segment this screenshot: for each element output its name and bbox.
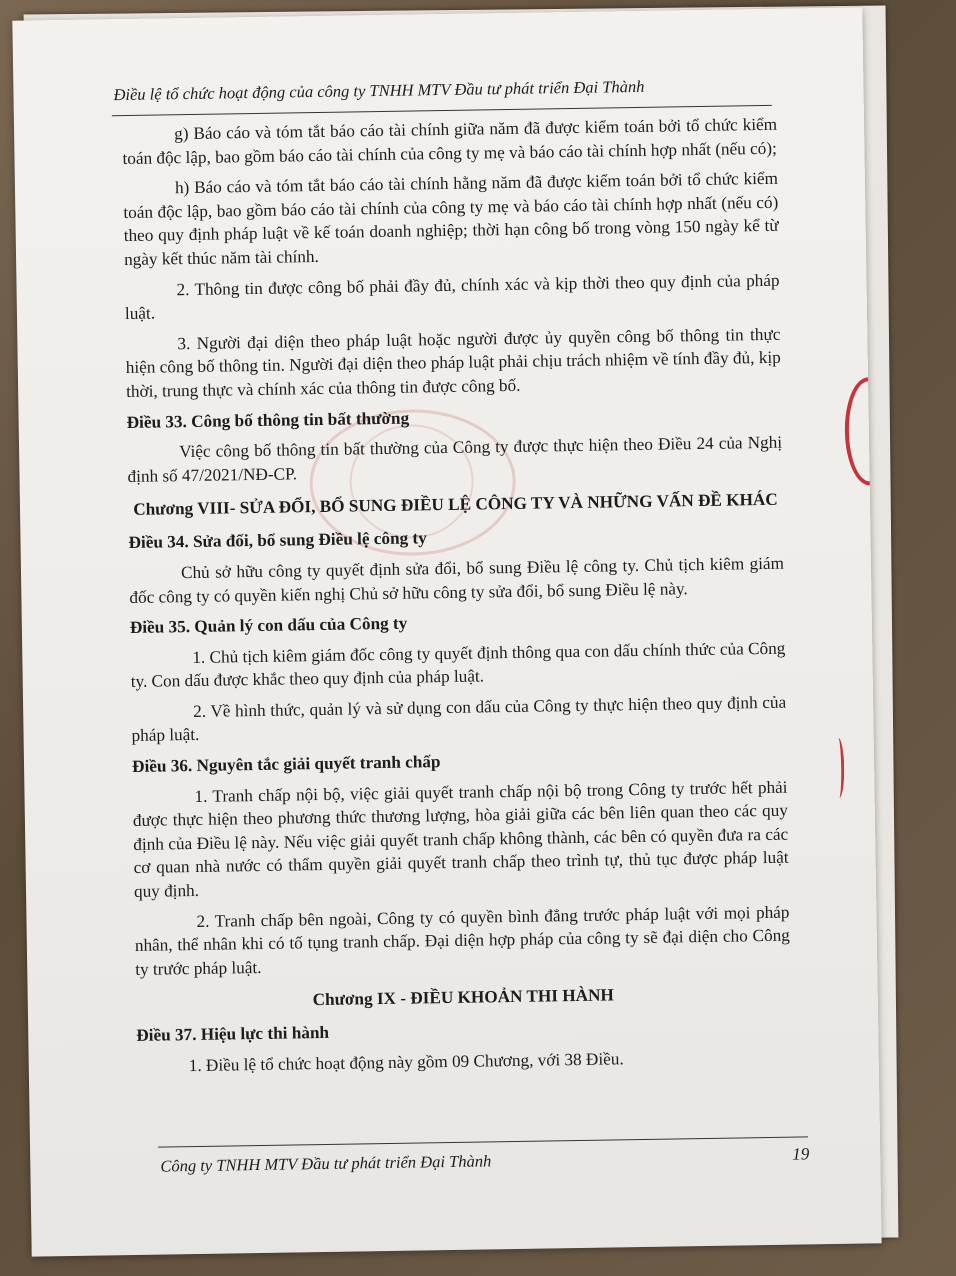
article-35-item-1: 1. Chủ tịch kiêm giám đốc công ty quyết định thông qua con dấu chính thức của Công ty. Con dấu được khắc theo quy định của pháp luật. — [130, 638, 786, 692]
article-33-text: Việc công bố thông tin bất thường của Công ty được thực hiện theo Điều 24 của Nghị định số 47/2021/NĐ-CP. — [127, 432, 783, 486]
article-34-text: Chủ sở hữu công ty quyết định sửa đổi, bổ sung Điều lệ công ty. Chủ tịch kiêm giám đốc công ty có quyền kiến nghị Chủ sở hữu công ty sửa đổi, bổ sung Điều lệ này. — [129, 553, 785, 607]
chapter-9-heading: Chương IX - ĐIỀU KHOẢN THI HÀNH — [312, 985, 615, 1010]
page-number: 19 — [792, 1144, 810, 1164]
article-36-item-1: 1. Tranh chấp nội bộ, việc giải quyết tranh chấp nội bộ trong Công ty trước hết phải được thực hiện theo phương thức thương lượng, hòa giải giữa các bên liên quan theo các quy định của Điều lệ này. Nếu việc giải quyết tranh chấp không thành, các bên có quyền đưa ra các cơ quan nhà nước có thẩm quyền giải quyết tranh chấp theo trình tự, thủ tục được pháp luật quy định. — [132, 777, 789, 901]
article-34-heading: Điều 34. Sửa đổi, bổ sung Điều lệ công ty — [128, 528, 427, 553]
article-33-heading: Điều 33. Công bố thông tin bất thường — [126, 408, 410, 432]
running-header: Điều lệ tổ chức hoạt động của công ty TNHH MTV Đầu tư phát triển Đại Thành — [113, 76, 645, 105]
article-37-item-1: 1. Điều lệ tổ chức hoạt động này gồm 09 Chương, với 38 Điều. — [188, 1049, 624, 1076]
footer-rule — [158, 1136, 808, 1147]
article-35-heading: Điều 35. Quản lý con dấu của Công ty — [129, 613, 408, 638]
red-pen-mark — [833, 738, 845, 798]
article-37-heading: Điều 37. Hiệu lực thi hành — [136, 1023, 330, 1046]
article-36-item-2: 2. Tranh chấp bên ngoài, Công ty có quyền bình đẳng trước pháp luật với mọi pháp nhân, thể nhân khi có tố tụng tranh chấp. Đại diện hợp pháp của công ty sẽ đại diện cho Công ty trước pháp luật. — [134, 902, 790, 979]
article-35-item-2: 2. Về hình thức, quản lý và sử dụng con dấu của Công ty thực hiện theo quy định của pháp luật. — [131, 692, 787, 746]
paragraph-h: h) Báo cáo và tóm tắt báo cáo tài chính hằng năm đã được kiểm toán bởi tổ chức kiểm toán độc lập, bao gồm báo cáo tài chính của công ty mẹ và báo cáo tài chính hợp nhất (nếu có) theo quy định pháp luật về kế toán doanh nghiệp; thời hạn công bố trong vòng 150 ngày kể từ ngày kết thúc năm tài chính. — [123, 168, 779, 269]
paragraph-g: g) Báo cáo và tóm tắt báo cáo tài chính giữa năm đã được kiểm toán bởi tổ chức kiểm toán độc lập, bao gồm báo cáo tài chính của công ty mẹ và báo cáo tài chính hợp nhất (nếu có); — [122, 114, 778, 168]
paragraph-2: 2. Thông tin được công bố phải đầy đủ, chính xác và kịp thời theo quy định của pháp luật. — [124, 270, 780, 324]
chapter-8-heading: Chương VIII- SỬA ĐỔI, BỔ SUNG ĐIỀU LỆ CÔNG TY VÀ NHỮNG VẤN ĐỀ KHÁC — [133, 490, 778, 520]
article-36-heading: Điều 36. Nguyên tắc giải quyết tranh chấp — [131, 752, 441, 777]
document-page — [12, 7, 881, 1256]
footer-company: Công ty TNHH MTV Đầu tư phát triển Đại Thành — [160, 1151, 492, 1176]
paragraph-3: 3. Người đại diện theo pháp luật hoặc người được ủy quyền công bố thông tin thực hiện công bố thông tin. Người đại diện theo pháp luật phải chịu trách nhiệm về tính đầy đủ, kịp thời, trung thực và chính xác của thông tin được công bố. — [125, 324, 781, 401]
document-body — [122, 113, 792, 1086]
